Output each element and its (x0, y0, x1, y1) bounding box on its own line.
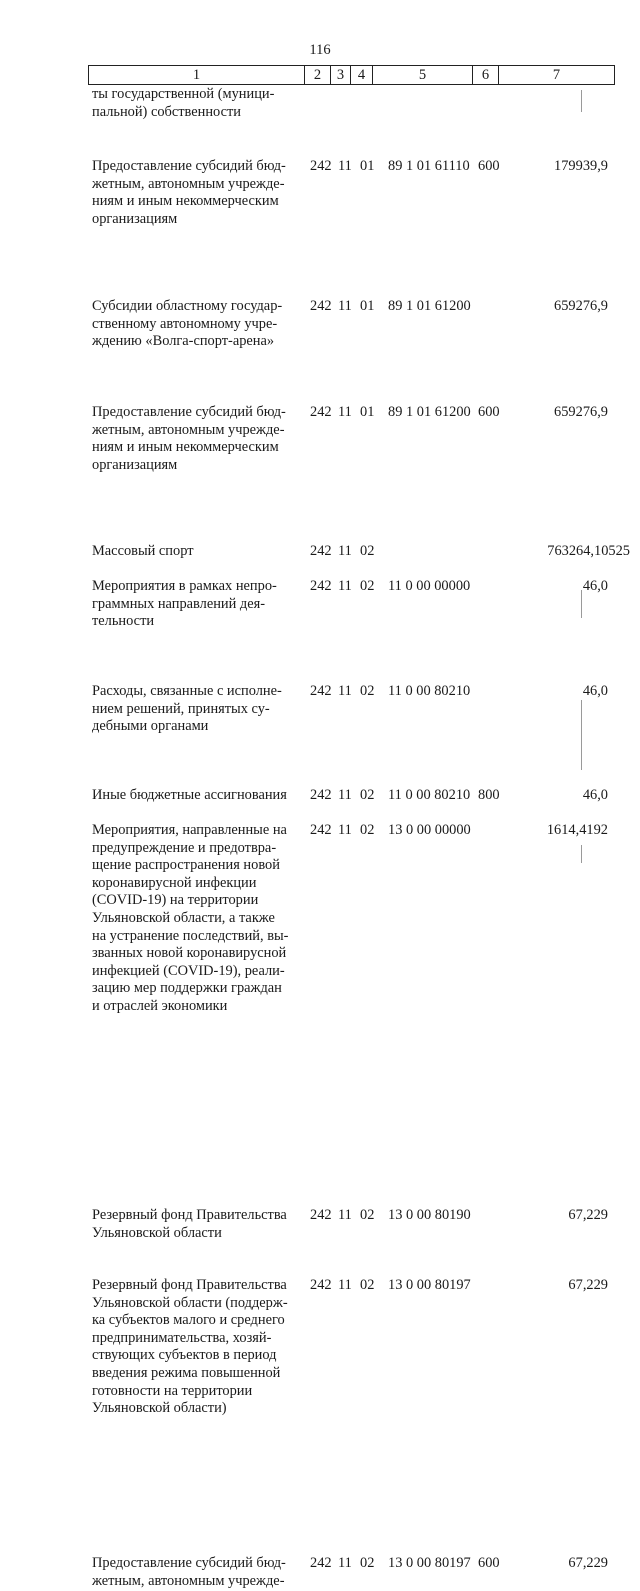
row-name-line: готовности на территории (92, 1382, 253, 1399)
section-code: 11 (338, 404, 352, 420)
column-header: 1 (89, 66, 305, 85)
row-name-line: введения режима повышенной (92, 1364, 281, 1381)
amount: 46,0 (582, 578, 608, 594)
row-name-line: зацию мер поддержки граждан (92, 980, 282, 997)
row-name (92, 822, 300, 1016)
column-header: 4 (351, 66, 373, 85)
row-name-line: Резервный фонд Правительства (92, 1277, 287, 1293)
gov-code: 242 (310, 1555, 332, 1571)
row-name-line: граммных направлений дея- (92, 595, 266, 612)
row-name-line: и отраслей экономики (92, 997, 228, 1014)
target-article-code: 13 0 00 80197 (388, 1555, 471, 1571)
amount: 763264,10525 (547, 543, 630, 559)
target-article-code: 11 0 00 80210 (388, 683, 471, 699)
row-name-line: пальной) собственности (92, 103, 241, 120)
row-name (92, 578, 300, 631)
section-code: 11 (338, 543, 352, 559)
row-name-line: Ульяновской области (поддерж- (92, 1294, 288, 1311)
row-name-line: Ульяновской области) (92, 1400, 227, 1417)
column-header-table (88, 65, 615, 85)
row-name (92, 158, 300, 228)
section-code: 11 (338, 1277, 352, 1293)
gov-code: 242 (310, 578, 332, 594)
row-name-line: жетным, автономным учрежде- (92, 421, 285, 438)
table-row (0, 1207, 640, 1243)
row-name-line: Массовый спорт (92, 543, 194, 559)
row-name (92, 1207, 300, 1242)
column-header: 3 (331, 66, 351, 85)
column-header: 2 (305, 66, 331, 85)
amount: 67,229 (568, 1555, 608, 1571)
row-name-line: Резервный фонд Правительства (92, 1207, 287, 1223)
budget-table-body (0, 86, 640, 1589)
expense-type-code: 600 (478, 1555, 500, 1571)
gov-code: 242 (310, 543, 332, 559)
row-name (92, 1555, 300, 1590)
row-name-line: Предоставление субсидий бюд- (92, 158, 286, 174)
column-header: 5 (373, 66, 473, 85)
row-name-line: Иные бюджетные ассигнования (92, 787, 287, 803)
amount: 67,229 (568, 1277, 608, 1293)
table-row (0, 683, 640, 736)
target-article-code: 89 1 01 61200 (388, 298, 471, 314)
row-name-line: ты государственной (муници- (92, 86, 275, 102)
row-name-line: ниям и иным некоммерческим (92, 193, 279, 210)
row-name-line: щение распространения новой (92, 857, 280, 874)
row-name-line: инфекцией (COVID-19), реали- (92, 962, 285, 979)
subsection-code: 01 (360, 404, 375, 420)
row-name (92, 787, 300, 805)
row-name-line: Ульяновской области, а также (92, 909, 275, 926)
row-name-line: жетным, автономным учрежде- (92, 175, 285, 192)
table-row (0, 1277, 640, 1417)
section-code: 11 (338, 1207, 352, 1223)
subsection-code: 02 (360, 787, 375, 803)
subsection-code: 01 (360, 298, 375, 314)
row-name-line: предупреждение и предотвра- (92, 839, 277, 856)
row-name-line: званных новой коронавирусной (92, 945, 287, 962)
gov-code: 242 (310, 787, 332, 803)
section-code: 11 (338, 822, 352, 838)
gov-code: 242 (310, 404, 332, 420)
table-row (0, 158, 640, 228)
target-article-code: 13 0 00 80190 (388, 1207, 471, 1223)
expense-type-code: 600 (478, 404, 500, 420)
subsection-code: 02 (360, 543, 375, 559)
subsection-code: 02 (360, 578, 375, 594)
table-row (0, 822, 640, 1016)
gov-code: 242 (310, 822, 332, 838)
table-row (0, 787, 640, 805)
subsection-code: 02 (360, 683, 375, 699)
row-name-line: Ульяновской области (92, 1224, 222, 1241)
subsection-code: 02 (360, 822, 375, 838)
row-name-line: Предоставление субсидий бюд- (92, 1555, 286, 1571)
row-name (92, 1277, 300, 1418)
row-name-line: Мероприятия в рамках непро- (92, 578, 277, 594)
row-name-line: нием решений, принятых су- (92, 700, 270, 717)
amount: 67,229 (568, 1207, 608, 1223)
row-name-line: Предоставление субсидий бюд- (92, 404, 286, 420)
amount: 1614,4192 (546, 822, 608, 838)
row-name (92, 404, 300, 474)
row-name-line: Мероприятия, направленные на (92, 822, 287, 838)
target-article-code: 89 1 01 61200 (388, 404, 471, 420)
section-code: 11 (338, 683, 352, 699)
gov-code: 242 (310, 158, 332, 174)
subsection-code: 01 (360, 158, 375, 174)
amount: 659276,9 (554, 404, 608, 420)
target-article-code: 11 0 00 80210 (388, 787, 471, 803)
gov-code: 242 (310, 683, 332, 699)
row-name-line: коронавирусной инфекции (92, 874, 257, 891)
gov-code: 242 (310, 298, 332, 314)
row-name-line: ка субъектов малого и среднего (92, 1312, 285, 1329)
target-article-code: 13 0 00 00000 (388, 822, 471, 838)
table-row (0, 86, 640, 122)
row-name-line: (COVID-19) на территории (92, 892, 259, 909)
column-header: 7 (499, 66, 615, 85)
scan-mark (581, 90, 582, 112)
row-name-line: Расходы, связанные с исполне- (92, 683, 282, 699)
row-name (92, 86, 300, 121)
row-name-line: организациям (92, 210, 178, 227)
scan-mark (581, 700, 582, 770)
gov-code: 242 (310, 1207, 332, 1223)
amount: 46,0 (582, 787, 608, 803)
amount: 46,0 (582, 683, 608, 699)
table-row (0, 298, 640, 351)
subsection-code: 02 (360, 1207, 375, 1223)
row-name-line: организациям (92, 456, 178, 473)
target-article-code: 11 0 00 00000 (388, 578, 471, 594)
section-code: 11 (338, 578, 352, 594)
amount: 179939,9 (554, 158, 608, 174)
target-article-code: 89 1 01 61110 (388, 158, 470, 174)
row-name-line: ственному автономному учре- (92, 315, 278, 332)
row-name-line: ниям и иным некоммерческим (92, 439, 279, 456)
subsection-code: 02 (360, 1277, 375, 1293)
row-name-line: предпринимательства, хозяй- (92, 1329, 272, 1346)
expense-type-code: 600 (478, 158, 500, 174)
row-name-line: жетным, автономным учрежде- (92, 1572, 285, 1589)
row-name-line: Субсидии областному государ- (92, 298, 283, 314)
column-header-row (89, 66, 615, 85)
row-name-line: ствующих субъектов в период (92, 1347, 277, 1364)
expense-type-code: 800 (478, 787, 500, 803)
page-number: 116 (309, 42, 331, 58)
row-name (92, 683, 300, 736)
target-article-code: 13 0 00 80197 (388, 1277, 471, 1293)
section-code: 11 (338, 298, 352, 314)
amount: 659276,9 (554, 298, 608, 314)
table-row (0, 404, 640, 474)
scan-mark (581, 845, 582, 863)
row-name-line: тельности (92, 613, 155, 630)
row-name-line: дебными органами (92, 718, 209, 735)
table-row (0, 578, 640, 631)
row-name-line: ждению «Волга-спорт-арена» (92, 333, 275, 350)
subsection-code: 02 (360, 1555, 375, 1571)
scan-mark (581, 590, 582, 618)
table-row (0, 1555, 640, 1591)
section-code: 11 (338, 158, 352, 174)
row-name-line: на устранение последствий, вы- (92, 927, 289, 944)
column-header: 6 (473, 66, 499, 85)
section-code: 11 (338, 1555, 352, 1571)
table-row (0, 543, 640, 561)
gov-code: 242 (310, 1277, 332, 1293)
row-name (92, 543, 300, 561)
row-name (92, 298, 300, 351)
section-code: 11 (338, 787, 352, 803)
